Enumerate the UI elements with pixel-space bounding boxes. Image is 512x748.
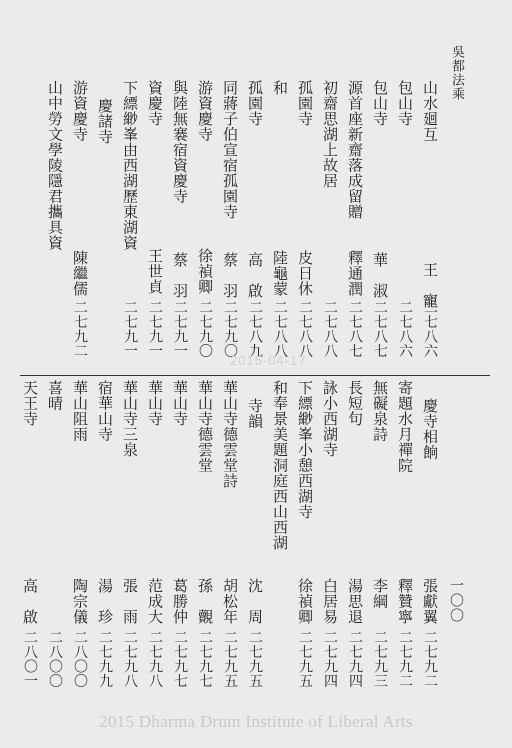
watermark-text: 2015 Dharma Drum Institute of Liberal Arts [99, 712, 413, 731]
entry-page: 二七八九 [247, 300, 263, 358]
entry-title: 寄題水月禪院 [396, 380, 414, 473]
entry-title: 下縹緲峯由西湖歷東湖資 [121, 80, 139, 251]
entry-author: 陳繼儒 [71, 250, 89, 297]
entry-page: 二七九五 [247, 630, 263, 688]
entry-author: 蔡 羽 [171, 252, 189, 299]
entry-page: 二七九〇 [197, 300, 213, 358]
entry-page: 二七八七 [372, 300, 388, 358]
entry-title: 源首座新齋落成留贈 [346, 80, 364, 220]
entry-page: 二七九三 [372, 630, 388, 688]
entry-title: 華山寺 [146, 380, 164, 427]
section-divider [20, 375, 490, 376]
entry-author: 陶宗儀 [71, 578, 89, 625]
entry-page: 二七九七 [172, 630, 188, 688]
entry-title: 喜晴 [46, 380, 64, 411]
entry-title: 宿華山寺 [96, 380, 114, 442]
entry-title: 同蔣子伯宣宿孤園寺 [221, 80, 239, 220]
entry-author: 李綱 [371, 578, 389, 609]
entry-title: 詠小西湖寺 [321, 380, 339, 458]
entry-author: 范成大 [146, 578, 164, 625]
entry-page: 二七九九 [97, 630, 113, 688]
entry-author: 張 雨 [121, 578, 139, 625]
entry-page: 二七九七 [197, 630, 213, 688]
entry-page: 二七九二 [72, 300, 88, 358]
entry-page: 二七八六 [422, 300, 438, 358]
entry-title: 華山寺德雲堂詩 [221, 380, 239, 489]
entry-author: 陸龜蒙 [271, 250, 289, 297]
entry-author: 高 啟 [21, 578, 39, 625]
entry-author: 蔡 羽 [221, 252, 239, 299]
entry-title-continued: 慶寺相餉 [421, 398, 439, 460]
entry-author: 張獻翼 [421, 578, 439, 625]
entry-title: 游資慶寺 [71, 80, 89, 142]
entry-page: 二七八八 [297, 300, 313, 358]
entry-author: 高 啟 [246, 252, 264, 299]
entry-title: 華山寺德雲堂 [196, 380, 214, 473]
entry-title-continued: 慶諸寺 [96, 98, 114, 145]
entry-author: 湯思退 [346, 578, 364, 625]
entry-title: 華山阻雨 [71, 380, 89, 442]
entry-author: 胡松年 [221, 578, 239, 625]
entry-page: 二七九五 [222, 630, 238, 688]
entry-page: 二七九二 [397, 630, 413, 688]
entry-title: 無礙泉詩 [371, 380, 389, 442]
entry-title: 初齋思湖上故居 [321, 80, 339, 189]
entry-title: 華山寺三泉 [121, 380, 139, 458]
collection-title: 吳都法乘 [449, 45, 464, 101]
entry-title: 和奉景美題洞庭西山西湖 [271, 380, 289, 551]
entry-author: 葛勝仲 [171, 578, 189, 625]
entry-title: 下縹緲峯小憩西湖寺 [296, 380, 314, 520]
entry-page: 二八〇〇 [72, 630, 88, 688]
entry-page: 二七八七 [347, 300, 363, 358]
entry-title: 與陸無褰宿資慶寺 [171, 80, 189, 204]
entry-title: 包山寺 [371, 80, 389, 127]
entry-author: 湯 珍 [96, 578, 114, 625]
entry-page: 二七九一 [122, 300, 138, 358]
entry-title-continued: 寺韻 [246, 398, 264, 429]
entry-author: 徐禎卿 [296, 578, 314, 625]
entry-title: 游資慶寺 [196, 80, 214, 142]
entry-page: 二七九四 [347, 630, 363, 688]
entry-author: 釋贊寧 [396, 578, 414, 625]
entry-author: 孫 覿 [196, 578, 214, 625]
entry-author: 沈 周 [246, 578, 264, 625]
entry-page: 二七八八 [322, 300, 338, 358]
entry-title: 天王寺 [21, 380, 39, 427]
date-stamp: 2015-04-17 [230, 353, 307, 368]
entry-title: 資慶寺 [146, 80, 164, 127]
entry-page: 二七八八 [272, 300, 288, 358]
entry-title: 包山寺 [396, 80, 414, 127]
entry-author: 皮日休 [296, 250, 314, 297]
entry-title: 和 [271, 80, 289, 96]
entry-title: 華山寺 [171, 380, 189, 427]
entry-page: 二七九二 [422, 630, 438, 688]
entry-page: 二七九八 [147, 630, 163, 688]
entry-title: 孤園寺 [296, 80, 314, 127]
entry-title: 山水廻互 [421, 80, 439, 142]
entry-page: 二八〇一 [22, 630, 38, 688]
entry-author: 王 寵 [421, 262, 439, 309]
entry-page: 二八〇〇 [47, 630, 63, 688]
entry-page: 二七八六 [397, 300, 413, 358]
entry-author: 華 淑 [371, 252, 389, 299]
entry-page: 二七九一 [147, 300, 163, 358]
entry-page: 二七九一 [172, 300, 188, 358]
entry-title: 長短句 [346, 380, 364, 427]
entry-title: 山中勞文學陵隱君攜具資 [46, 80, 64, 251]
entry-author: 白居易 [321, 578, 339, 625]
entry-author: 徐禎卿 [196, 248, 214, 295]
entry-page: 二七九四 [322, 630, 338, 688]
entry-author: 釋通潤 [346, 250, 364, 297]
entry-title: 孤園寺 [246, 80, 264, 127]
entry-page: 二七九〇 [222, 300, 238, 358]
page-number: 一〇〇 [448, 578, 464, 623]
entry-page: 二七九八 [122, 630, 138, 688]
entry-author: 王世貞 [146, 248, 164, 295]
entry-page: 二七九五 [297, 630, 313, 688]
